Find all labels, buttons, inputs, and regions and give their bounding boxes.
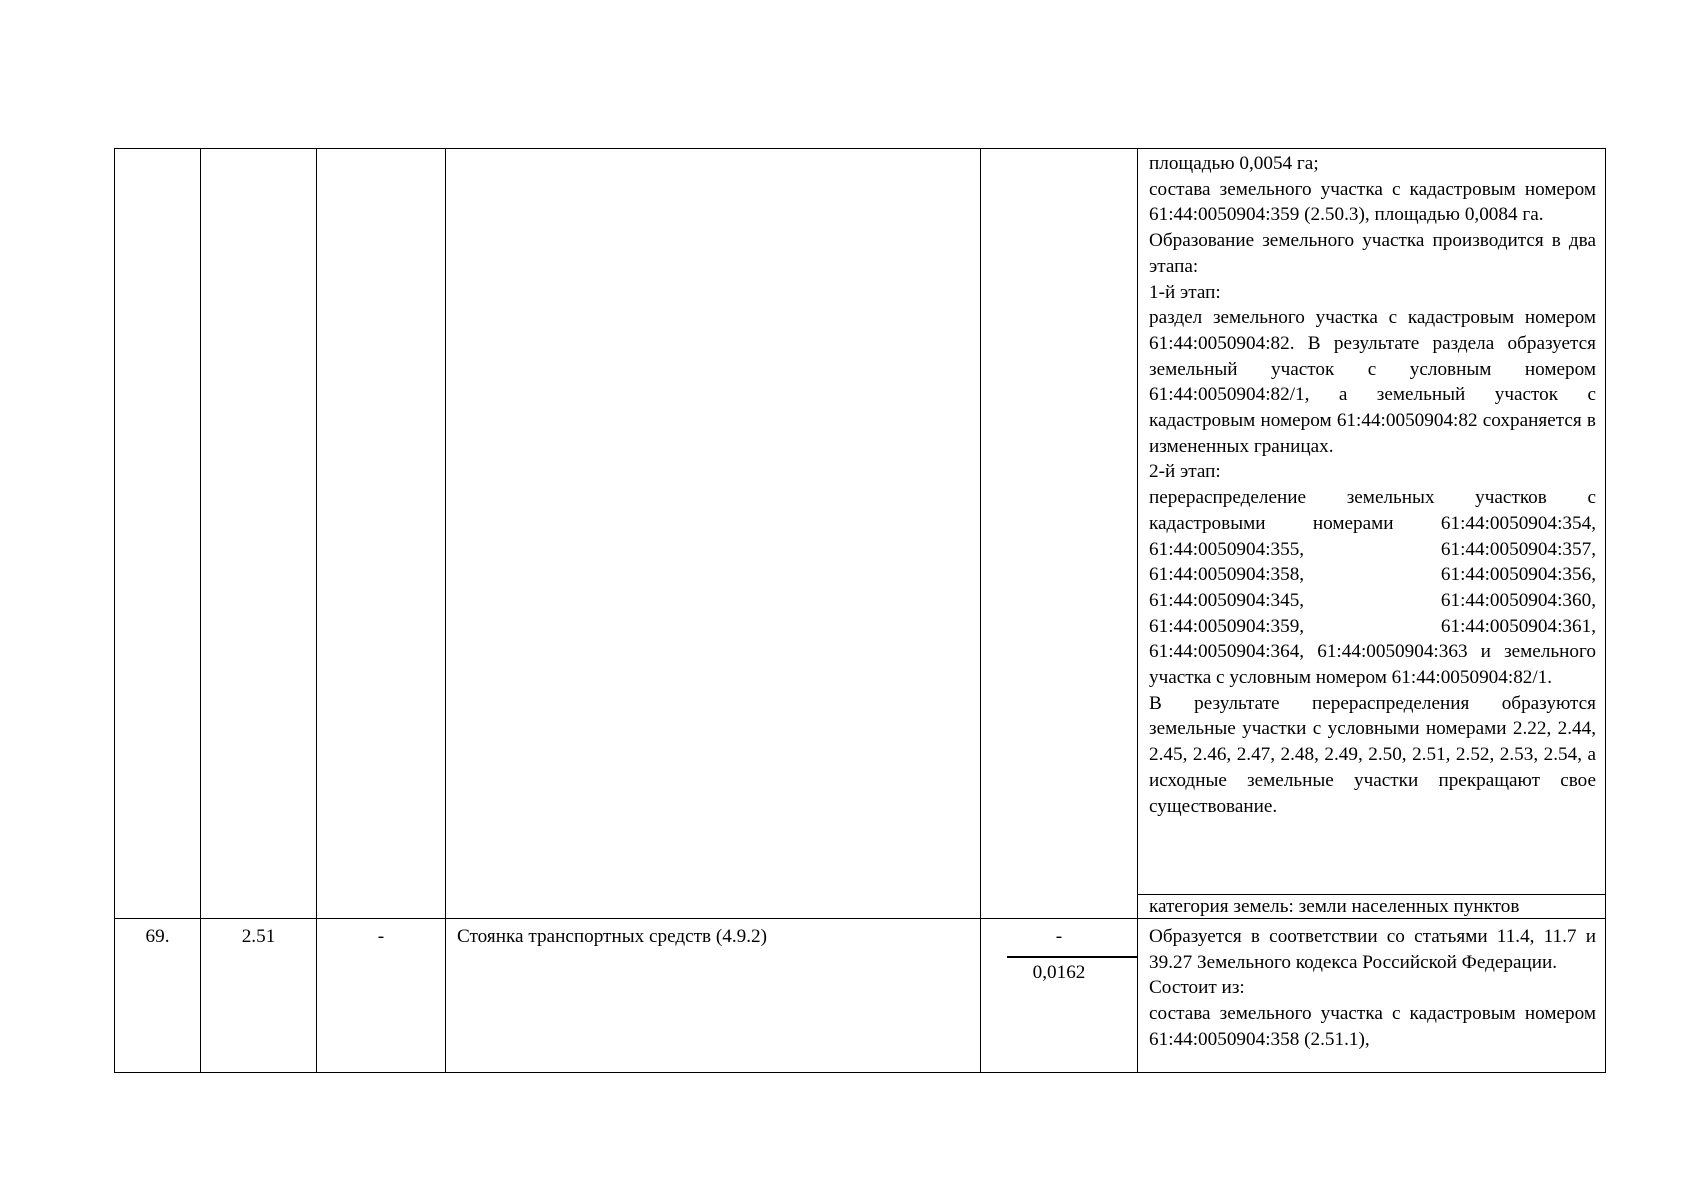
description-paragraph: В результате перераспределения образуются земельные участки с условными номерами 2.22, 2.44, 2.45, 2.46, 2.47, 2.48, 2.49, 2.50, 2.51, 2.52, 2.53, 2.54, а исходные земельные участки прекращают свое существование.: [1149, 692, 1596, 817]
table-row: [115, 149, 1606, 919]
description-paragraph: 2-й этап:: [1149, 461, 1221, 483]
row-number-cell: [115, 149, 201, 919]
description-cell: [1138, 919, 1606, 1073]
permitted-use-cell: [446, 149, 981, 919]
table-row: [115, 919, 1606, 1073]
row-number-cell: 69.: [115, 919, 201, 1073]
description-paragraph: площадью 0,0054 га;: [1149, 153, 1319, 174]
area-cell: [981, 149, 1138, 919]
description-paragraph: состава земельного участка с кадастровым номером 61:44:0050904:359 (2.50.3), площадью 0,0084 га.: [1149, 178, 1596, 226]
description-paragraph: перераспределение земельных участков с кадастровыми номерами 61:44:0050904:354, 61:44:0050904:355, 61:44:0050904:357, 61:44:0050904:358, 61:44:0050904:356, 61:44:0050904:345, 61:44:0050904:360, 61:44:0050904:359, 61:44:0050904:361, 61:44:0050904:364, 61:44:0050904:363 и земельного участка с условным номером 61:44:0050904:82/1.: [1149, 487, 1596, 689]
description-text: [1138, 919, 1605, 1072]
area-existing-value: -: [1055, 926, 1063, 947]
description-paragraph: раздел земельного участка с кадастровым номером 61:44:0050904:82. В результате раздела образуется земельный участок с условным номером 61:44:0050904:82/1, а земельный участок с кадастровым номером 61:44:0050904:82 сохраняется в измененных границах.: [1149, 307, 1596, 457]
description-paragraph: Образуется в соответствии со статьями 11.4, 11.7 и 39.27 Земельного кодекса Российской Федерации.: [1149, 926, 1596, 973]
description-paragraph: 1-й этап:: [1149, 281, 1221, 303]
third-column-cell: [317, 149, 446, 919]
description-paragraph: Образование земельного участка производится в два этапа:: [1149, 230, 1596, 277]
permitted-use-cell: Стоянка транспортных средств (4.9.2): [446, 919, 981, 1073]
area-new-value: 0,0162: [1032, 962, 1086, 983]
description-paragraph: Состоит из:: [1149, 977, 1245, 999]
third-column-cell: -: [317, 919, 446, 1073]
plot-code-cell: 2.51: [201, 919, 317, 1073]
area-cell: [981, 919, 1138, 1073]
land-plots-table: [114, 148, 1606, 1073]
description-text: [1138, 151, 1605, 894]
area-fraction-line: [1007, 956, 1137, 958]
description-paragraph: состава земельного участка с кадастровым номером 61:44:0050904:358 (2.51.1),: [1149, 1003, 1596, 1050]
description-cell: [1138, 149, 1606, 919]
land-category: категория земель: земли населенных пунктов: [1149, 896, 1520, 917]
plot-code-cell: [201, 149, 317, 919]
